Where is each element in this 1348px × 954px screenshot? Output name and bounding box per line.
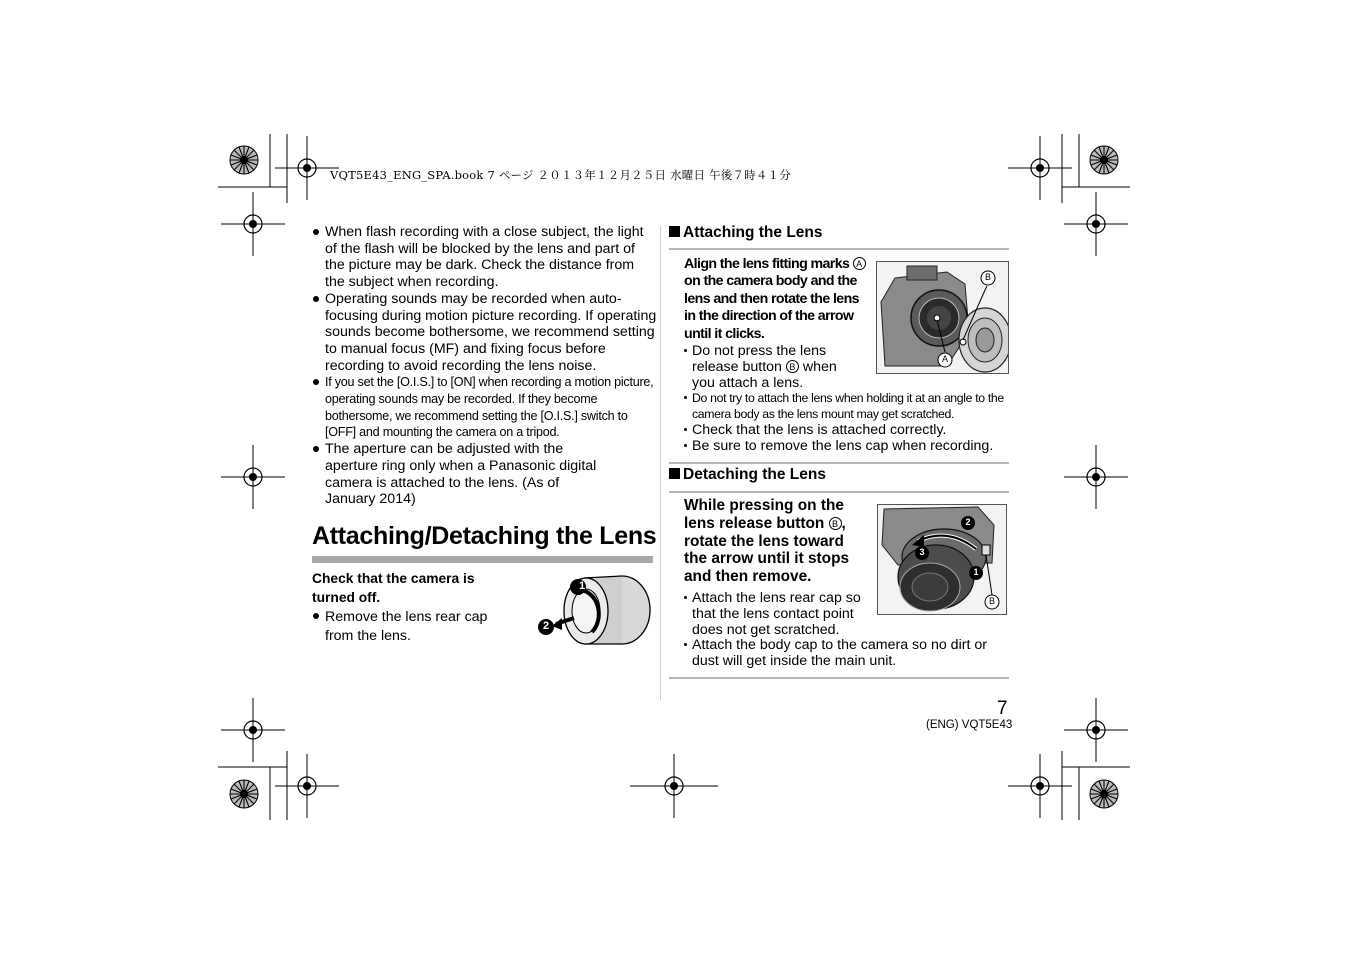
step-marker-2: 2	[542, 620, 550, 632]
list-item: When flash recording with a close subject, the light of the flash will be blocked by the lens and part of the picture may be dark. Check the distance from the subject when recording.	[312, 224, 657, 291]
page-number: 7	[997, 698, 1008, 719]
list-item	[684, 343, 856, 391]
step-marker-1: 1	[578, 580, 586, 592]
column-divider	[660, 226, 661, 700]
section-rule	[669, 491, 1009, 493]
detaching-heading-text: Detaching the Lens	[683, 466, 826, 483]
lens-rear-cap-illustration	[534, 574, 654, 650]
list-item: Remove the lens rear cap from the lens.	[312, 608, 512, 645]
instruction-text: Align the lens fitting marks	[684, 256, 853, 272]
detaching-notes-a	[684, 590, 864, 638]
step-marker-1: 1	[973, 567, 979, 577]
mark-a-icon: A	[853, 257, 866, 270]
note-text: Do not press the lens release button	[692, 343, 827, 375]
mark-b-icon: B	[786, 360, 799, 373]
section-rule	[669, 677, 1009, 679]
attach-lens-photo	[876, 261, 1009, 374]
list-item: Operating sounds may be recorded when auto-focusing during motion picture recording. If operating sounds become bothersome, we recommend setting to manual focus (MF) and fixing focus before recording to avoid recording the lens noise.	[312, 291, 657, 375]
print-header: VQT5E43_ENG_SPA.book 7 ページ ２０１３年１２月２５日 水曜日 午後７時４１分	[330, 168, 791, 182]
list-item: If you set the [O.I.S.] to [ON] when recording a motion picture, operating sounds may be recorded. If they become bothersome, we recommend setting the [O.I.S.] switch to [OFF] and mounting the camera on a tripod.	[312, 374, 657, 441]
list-item: Attach the body cap to the camera so no dirt or dust will get inside the main unit.	[684, 637, 1010, 669]
page-title: Attaching/Detaching the Lens	[312, 522, 657, 550]
instruction-text: While pressing on the lens release button	[684, 497, 844, 532]
detach-lens-photo	[877, 504, 1007, 615]
photo-label-b: B	[988, 596, 995, 606]
list-item: Do not try to attach the lens when holding it at an angle to the camera body as the lens mount may get scratched.	[684, 390, 1014, 422]
section-rule	[669, 248, 1009, 250]
instruction-text: on the camera body and the lens and then rotate the lens in the direction of the arrow until it clicks.	[684, 273, 859, 342]
attaching-instruction	[684, 256, 870, 343]
check-heading: Check that the camera is turned off.	[312, 571, 475, 605]
square-bullet-icon	[669, 226, 680, 237]
attaching-notes-b	[684, 390, 1014, 454]
mark-b-icon: B	[829, 517, 842, 530]
detaching-heading	[669, 466, 826, 484]
note-text: when you attach a lens.	[692, 359, 837, 391]
list-item: The aperture can be adjusted with the aperture ring only when a Panasonic digital camera is attached to the lens. (As of January 2014)	[312, 441, 657, 508]
photo-label-a: A	[941, 354, 948, 364]
detaching-instruction	[684, 497, 870, 586]
square-bullet-icon	[669, 468, 680, 479]
list-item: Be sure to remove the lens cap when recording.	[684, 438, 1014, 454]
step-marker-3: 3	[919, 547, 925, 557]
attaching-heading-text: Attaching the Lens	[683, 224, 823, 241]
list-item: Attach the lens rear cap so that the lens contact point does not get scratched.	[684, 590, 864, 638]
left-notes-list	[312, 224, 657, 508]
check-list	[312, 608, 512, 645]
document-code: (ENG) VQT5E43	[926, 719, 1013, 731]
title-underline-bar	[312, 556, 653, 563]
section-rule	[669, 462, 1009, 464]
list-item: Check that the lens is attached correctly.	[684, 422, 1014, 438]
detaching-notes-b	[684, 637, 1010, 669]
attaching-heading	[669, 224, 823, 242]
attaching-notes-a	[684, 343, 856, 391]
photo-label-b: B	[984, 272, 991, 282]
step-marker-2: 2	[965, 517, 971, 527]
instruction-text: , rotate the lens toward the arrow until it stops and then remove.	[684, 514, 850, 586]
